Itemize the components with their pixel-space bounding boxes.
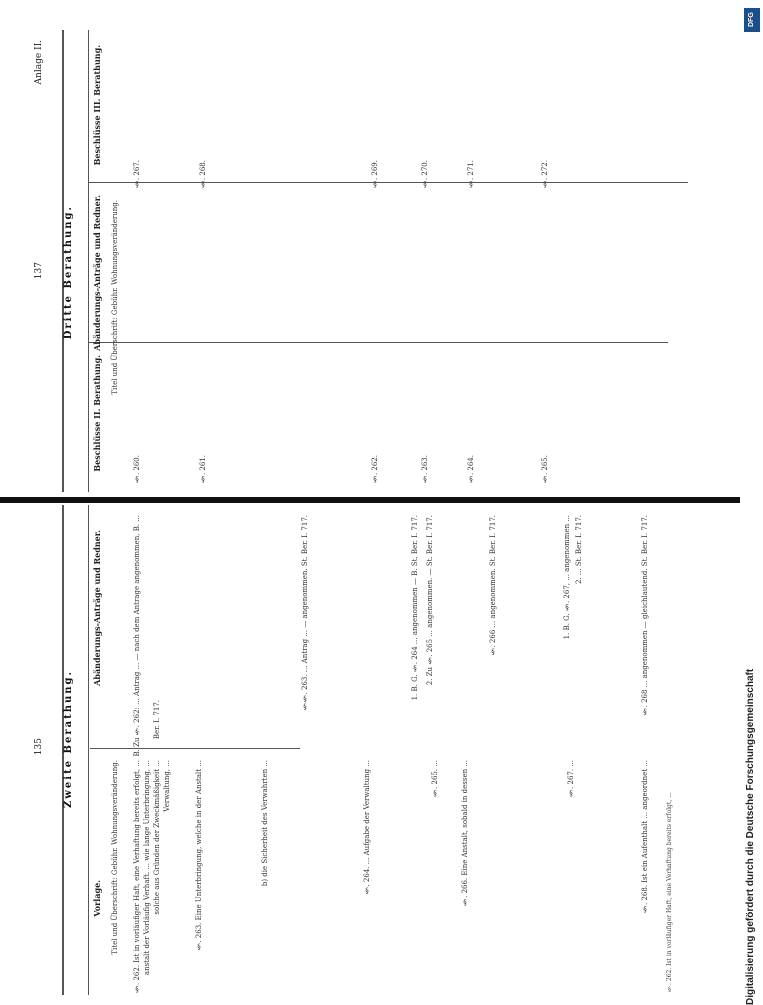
right-section-title: Titel und Überschrift: Gebühr. Wohnungsveränderung. [111, 200, 119, 395]
right-entry: §. 261. [199, 455, 207, 484]
right-col-head-2: Abänderungs-Anträge und Redner. [92, 195, 102, 351]
left-col2-line: 1. B. G. §. 264 ... angenommen — B. St. Ber. I. 717. [411, 515, 419, 701]
left-col2-line: Ber. I. 717. [153, 700, 161, 740]
left-col1-line: §. 262. Ist in vorläufiger Haft, eine Verhaftung bereits erfolgt, ... [666, 792, 673, 992]
right-col3-entry: §. 272. [541, 160, 549, 189]
right-col3-entry: §. 269. [371, 160, 379, 189]
left-col1-line: §. 265. ... [431, 760, 439, 797]
right-page-col-divider-1 [88, 342, 668, 343]
right-entry: §. 263. [421, 455, 429, 484]
right-col3-entry: §. 270. [421, 160, 429, 189]
left-col2-line: §§. 263. ... Antrag ... — angenommen. St. Ber. I. 717. [301, 515, 309, 711]
left-page-number: 135 [34, 738, 44, 756]
right-entry: §. 262. [371, 455, 379, 484]
right-running-title: Dritte Berathung. [63, 205, 74, 340]
right-col3-entry: §. 267. [133, 160, 141, 189]
left-col2-line: 2. ... St. Ber. I. 717. [575, 515, 583, 584]
left-section-title: Titel und Überschrift: Gebühr. Wohnungsveränderung. [111, 760, 119, 955]
left-col1-line: §. 264. ... Aufgabe der Verwaltung ... [363, 760, 371, 895]
left-page-column-divider [90, 748, 300, 749]
right-page-header-rule [88, 30, 89, 492]
right-page-number: 137 [34, 262, 44, 280]
left-col1-line: anstalt der Vorläufig Verhaft. ... wie lange Unterbringung, ... [143, 760, 151, 976]
right-entry: §. 264. [467, 455, 475, 484]
left-running-title: Zweite Berathung. [63, 670, 74, 808]
dfg-watermark-text: Digitalisierung gefördert durch die Deutsche Forschungsgemeinschaft [745, 668, 756, 1005]
left-col2-line: 2. Zu §. 265 ... angenommen. — St. Ber. I. 717. [426, 515, 434, 686]
left-col2-line: 1. B. G. §. 267, ... angenommen ... [563, 515, 571, 640]
left-col2-line: §. 266 ... angenommen. St. Ber. I. 717. [489, 515, 497, 656]
right-entry: §. 265. [541, 455, 549, 484]
left-col-head-2: Abänderungs-Anträge und Redner. [92, 530, 102, 686]
left-col1-line: §. 267. ... [567, 760, 575, 797]
left-col1-line: solche aus Gründen der Zweckmäßigkeit ... [153, 760, 161, 915]
right-corner-mark: Anlage II. [34, 40, 44, 85]
left-col1-line: b) die Sicherheit des Verwahrten ... [261, 760, 269, 887]
left-col1-line: §. 263. Eine Unterbringung, welche in der Anstalt ... [195, 760, 203, 951]
page-gutter-rule [0, 497, 740, 503]
left-col1-line: §. 262. Ist in vorläufiger Haft, eine Verhaftung bereits erfolgt, ... [133, 760, 141, 993]
left-col2-line: B. Zu §. 262: ... Antrag ... — nach dem Antrage angenommen, B. ... [133, 515, 141, 757]
right-entry: §. 260. [133, 455, 141, 484]
right-col-head-1: Beschlüsse II. Berathung. [92, 355, 102, 472]
left-col1-line: §. 268. Ist ein Aufenthalt ... angeordnet ... [641, 760, 649, 913]
left-column-vorlage [125, 752, 675, 992]
right-col3-entry: §. 268. [199, 160, 207, 189]
left-col-head-1: Vorlage. [92, 880, 102, 917]
right-col-head-3: Beschlüsse III. Berathung. [92, 45, 102, 166]
left-col2-line: §. 268 ... angenommen — gleichlautend. St. Ber. I. 717. [641, 515, 649, 716]
left-col1-line: Verwaltung, ... [163, 760, 171, 812]
right-page-col-divider-2 [88, 182, 688, 183]
dfg-logo: DFG [744, 8, 760, 32]
right-col3-entry: §. 271. [467, 160, 475, 189]
left-col1-line: §. 266. Eine Anstalt, sobald in dessen ... [461, 760, 469, 906]
left-page-header-rule [88, 505, 89, 995]
